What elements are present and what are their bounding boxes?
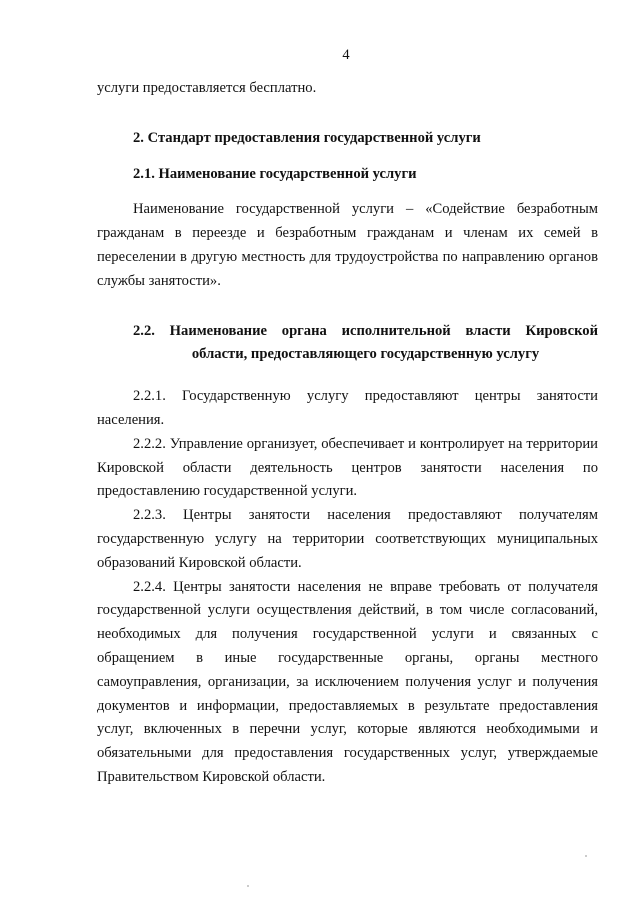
page-content: [97, 77, 598, 790]
section-2-1-body: Наименование государственной услуги – «Содействие безработным гражданам в переезде и безработным гражданам и членам их семей в переселении в другую местность для трудоустройства по направлению органов службы занятости».: [97, 201, 598, 289]
section-2-2-1: 2.2.1. Государственную услугу предоставляют центры занятости населения.: [97, 388, 598, 428]
section-2-2-2: 2.2.2. Управление организует, обеспечивает и контролирует на территории Кировской области деятельность центров занятости населения по предоставлению государственной услуги.: [97, 435, 598, 500]
section-2-2-3: 2.2.3. Центры занятости населения предоставляют получателям государственную услугу на территории соответствующих муниципальных образований Кировской области.: [97, 507, 598, 571]
section-2-2-4: 2.2.4. Центры занятости населения не вправе требовать от получателя государственной услуги осуществления действий, в том числе согласований, необходимых для получения государственной услуги и связанных с обращением в иные государственные органы, органы местного самоуправления, организации, за исключением получения услуг и получения документов и информации, предоставляемых в результате предоставления услуг, включенных в перечни услуг, которые являются необходимыми и обязательными для предоставления государственных услуг, утверждаемые Правительством Кировской области.: [97, 578, 598, 785]
scan-speck: [585, 855, 587, 857]
scan-speck: [247, 885, 249, 887]
section-2-title: 2. Стандарт предоставления государственной услуги: [133, 129, 481, 146]
section-2-2-title: 2.2. Наименование органа исполнительной власти Кировской области, предоставляющего государственную услугу: [133, 322, 598, 363]
section-2-1-title: 2.1. Наименование государственной услуги: [133, 165, 417, 182]
page-number: 4: [342, 47, 350, 63]
intro-line: услуги предоставляется бесплатно.: [97, 80, 317, 96]
